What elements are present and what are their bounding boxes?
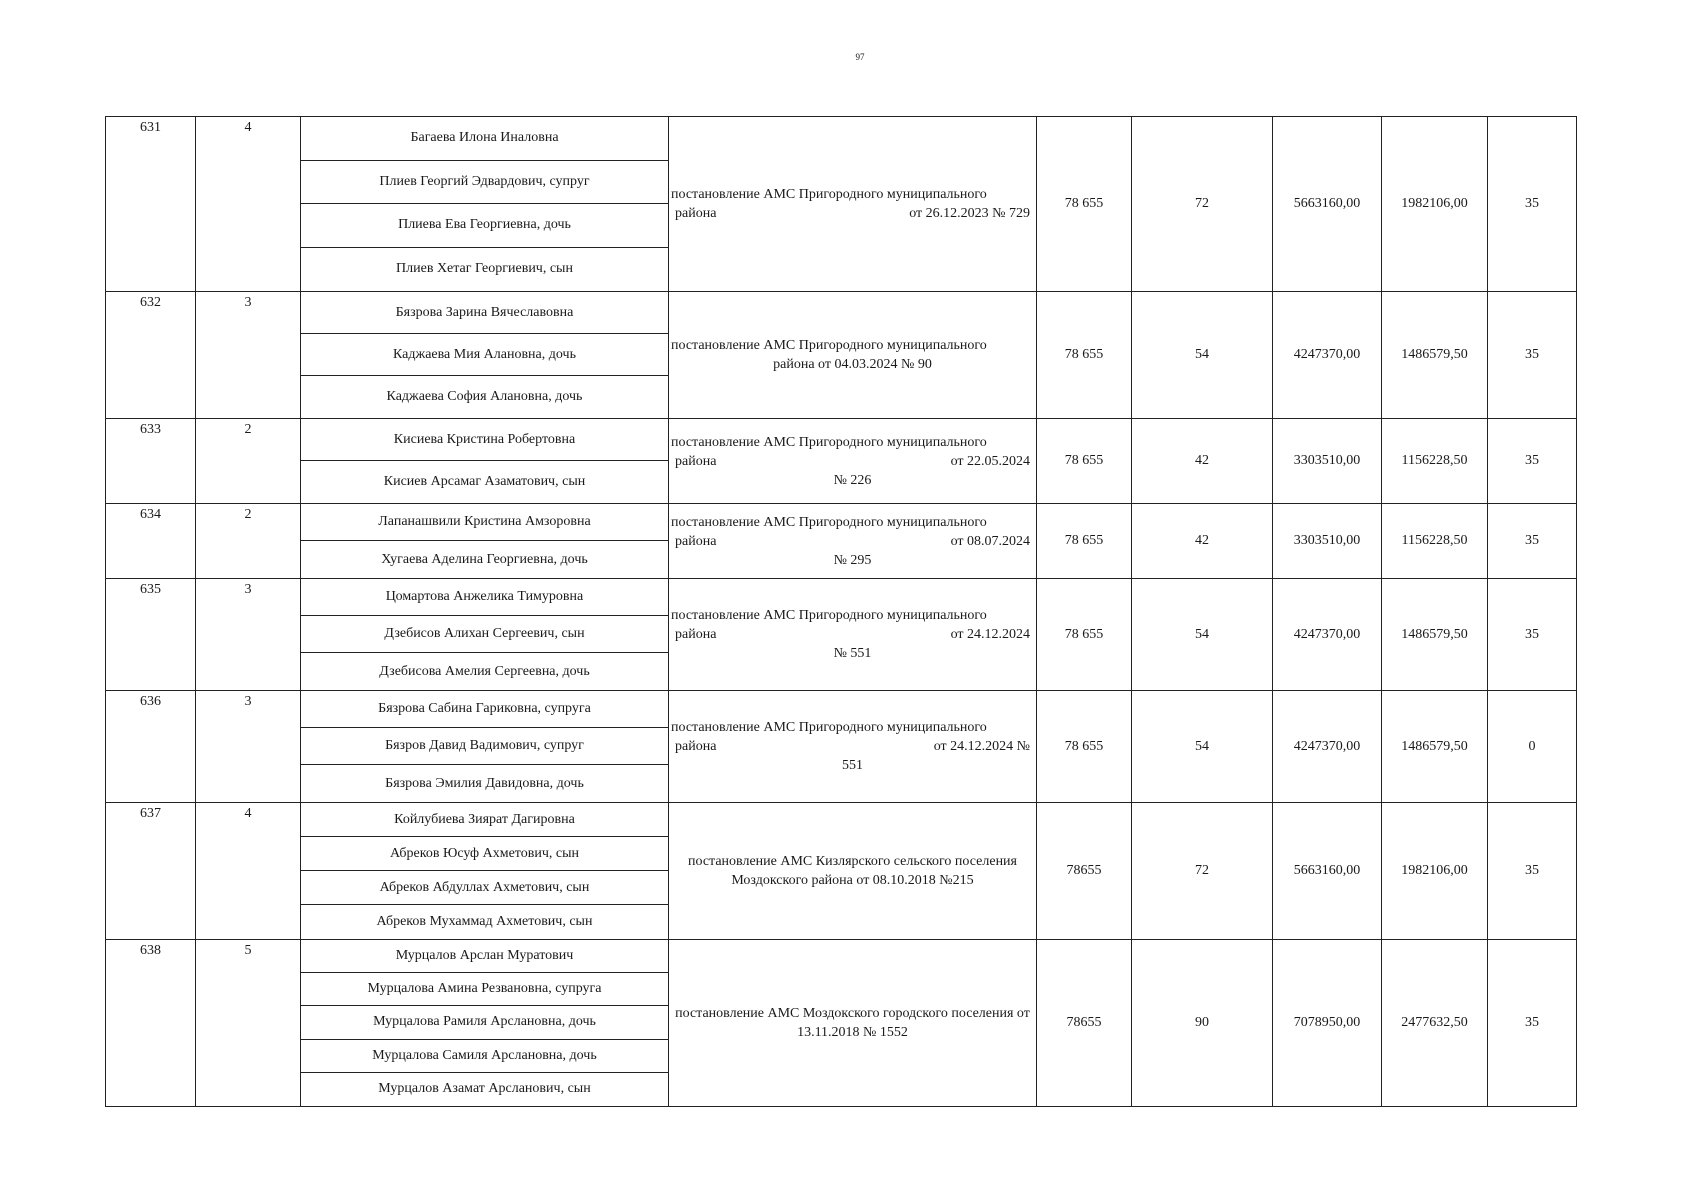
payment-cell: 1156228,50 xyxy=(1382,504,1488,579)
members-count-cell: 4 xyxy=(196,117,301,292)
sum-cell: 5663160,00 xyxy=(1273,117,1382,292)
payment-cell: 1982106,00 xyxy=(1382,117,1488,292)
decree-district: района xyxy=(675,533,717,549)
decree-cell xyxy=(669,940,1037,1107)
names-cell xyxy=(301,691,669,803)
names-cell xyxy=(301,940,669,1107)
family-member-name: Дзебисов Алихан Сергеевич, сын xyxy=(301,616,668,653)
family-member-name: Каджаева София Алановна, дочь xyxy=(386,389,583,404)
norm-cell: 78 655 xyxy=(1037,691,1132,803)
row-number-cell: 633 xyxy=(106,419,196,504)
norm-cell: 78 655 xyxy=(1037,292,1132,419)
decree-line: постановление АМС Пригородного муниципального xyxy=(671,720,987,735)
table-row xyxy=(106,803,1577,940)
area-cell: 90 xyxy=(1132,940,1273,1107)
decree-cell xyxy=(669,803,1037,940)
decree-line: № 295 xyxy=(833,552,872,568)
family-member-name: Цомартова Анжелика Тимуровна xyxy=(301,579,668,616)
table-row xyxy=(106,691,1577,803)
decree-split-line xyxy=(669,204,1036,223)
family-member-name: Мурцалова Рамиля Арслановна, дочь xyxy=(301,1006,668,1039)
percent-cell: 35 xyxy=(1488,419,1577,504)
family-member-name: Кисиев Арсамаг Азаматович, сын xyxy=(383,474,586,489)
percent-cell: 0 xyxy=(1488,691,1577,803)
norm-cell: 78 655 xyxy=(1037,117,1132,292)
decree-split-line xyxy=(669,452,1036,471)
sum-cell: 4247370,00 xyxy=(1273,691,1382,803)
norm-cell: 78655 xyxy=(1037,940,1132,1107)
members-count-cell: 3 xyxy=(196,691,301,803)
family-member-name: Бязрова Зарина Вячеславовна xyxy=(301,292,668,334)
row-number-cell: 635 xyxy=(106,579,196,691)
family-member-name: Койлубиева Зиярат Дагировна xyxy=(301,803,668,837)
norm-cell: 78 655 xyxy=(1037,419,1132,504)
payment-cell: 2477632,50 xyxy=(1382,940,1488,1107)
family-member-name: Багаева Илона Иналовна xyxy=(301,117,668,161)
sum-cell: 5663160,00 xyxy=(1273,803,1382,940)
names-cell xyxy=(301,803,669,940)
decree-date: от 24.12.2024 xyxy=(950,627,1030,642)
percent-cell: 35 xyxy=(1488,292,1577,419)
table-row xyxy=(106,579,1577,691)
payment-cell: 1486579,50 xyxy=(1382,292,1488,419)
decree-line: постановление АМС Пригородного муниципального xyxy=(671,608,987,623)
area-cell: 42 xyxy=(1132,419,1273,504)
area-cell: 72 xyxy=(1132,117,1273,292)
families-table xyxy=(105,116,1577,1107)
row-number-cell: 632 xyxy=(106,292,196,419)
decree-line: 551 xyxy=(842,758,863,773)
row-number-cell: 634 xyxy=(106,504,196,579)
decree-line: постановление АМС Кизлярского сельского поселения Моздокского района от 08.10.2018 №215 xyxy=(688,854,1017,888)
family-member-name: Каджаева Мия Алановна, дочь xyxy=(301,334,668,376)
decree-split-line xyxy=(669,737,1036,756)
family-member-name: Кисиева Кристина Робертовна xyxy=(301,419,668,461)
family-member-name: Мурцалова Самиля Арслановна, дочь xyxy=(301,1040,668,1073)
table-row xyxy=(106,419,1577,504)
norm-cell: 78655 xyxy=(1037,803,1132,940)
family-member-name: Абреков Абдуллах Ахметович, сын xyxy=(301,871,668,905)
sum-cell: 3303510,00 xyxy=(1273,419,1382,504)
decree-line: постановление АМС Пригородного муниципального xyxy=(671,338,987,353)
decree-cell xyxy=(669,292,1037,419)
family-member-name: Плиева Ева Георгиевна, дочь xyxy=(301,204,668,248)
decree-split-line xyxy=(669,532,1036,551)
table-body xyxy=(106,117,1577,1107)
family-member-name: Лапанашвили Кристина Амзоровна xyxy=(301,504,668,541)
payment-cell: 1982106,00 xyxy=(1382,803,1488,940)
payment-cell: 1486579,50 xyxy=(1382,691,1488,803)
family-member-name: Мурцалова Амина Резвановна, супруга xyxy=(301,973,668,1006)
decree-line: постановление АМС Моздокского городского поселения от 13.11.2018 № 1552 xyxy=(675,1006,1030,1040)
decree-line: № 551 xyxy=(833,646,872,661)
row-number-cell: 637 xyxy=(106,803,196,940)
percent-cell: 35 xyxy=(1488,940,1577,1107)
family-member-name: Бязрова Эмилия Давидовна, дочь xyxy=(385,775,584,791)
area-cell: 42 xyxy=(1132,504,1273,579)
decree-cell xyxy=(669,691,1037,803)
members-count-cell: 3 xyxy=(196,292,301,419)
members-count-cell: 3 xyxy=(196,579,301,691)
percent-cell: 35 xyxy=(1488,579,1577,691)
family-member-name: Плиев Георгий Эдвардович, супруг xyxy=(301,161,668,205)
payment-cell: 1156228,50 xyxy=(1382,419,1488,504)
members-count-cell: 2 xyxy=(196,504,301,579)
family-member-name: Бязров Давид Вадимович, супруг xyxy=(301,728,668,765)
area-cell: 54 xyxy=(1132,292,1273,419)
family-member-name: Мурцалов Арслан Муратович xyxy=(301,940,668,973)
decree-date: от 26.12.2023 № 729 xyxy=(909,206,1030,221)
norm-cell: 78 655 xyxy=(1037,504,1132,579)
names-cell xyxy=(301,504,669,579)
decree-cell xyxy=(669,419,1037,504)
decree-date: от 22.05.2024 xyxy=(950,453,1030,469)
decree-date: от 24.12.2024 № xyxy=(933,739,1030,754)
row-number-cell: 638 xyxy=(106,940,196,1107)
family-member-name: Бязрова Сабина Гариковна, супруга xyxy=(301,691,668,728)
sum-cell: 4247370,00 xyxy=(1273,579,1382,691)
area-cell: 54 xyxy=(1132,579,1273,691)
row-number-cell: 636 xyxy=(106,691,196,803)
decree-district: района xyxy=(675,453,717,469)
names-cell xyxy=(301,292,669,419)
percent-cell: 35 xyxy=(1488,117,1577,292)
decree-cell xyxy=(669,117,1037,292)
decree-line: района от 04.03.2024 № 90 xyxy=(773,357,932,372)
family-member-name: Хугаева Аделина Георгиевна, дочь xyxy=(381,551,588,567)
norm-cell: 78 655 xyxy=(1037,579,1132,691)
family-member-name: Плиев Хетаг Георгиевич, сын xyxy=(396,261,573,277)
family-member-name: Абреков Юсуф Ахметович, сын xyxy=(301,837,668,871)
decree-cell xyxy=(669,579,1037,691)
table-row xyxy=(106,940,1577,1107)
sum-cell: 3303510,00 xyxy=(1273,504,1382,579)
sum-cell: 4247370,00 xyxy=(1273,292,1382,419)
percent-cell: 35 xyxy=(1488,504,1577,579)
names-cell xyxy=(301,579,669,691)
table-row xyxy=(106,292,1577,419)
members-count-cell: 5 xyxy=(196,940,301,1107)
decree-district: района xyxy=(675,739,717,754)
area-cell: 72 xyxy=(1132,803,1273,940)
decree-split-line xyxy=(669,625,1036,644)
family-member-name: Дзебисова Амелия Сергеевна, дочь xyxy=(379,663,590,679)
percent-cell: 35 xyxy=(1488,803,1577,940)
table-row xyxy=(106,117,1577,292)
page-number: 97 xyxy=(855,52,865,62)
decree-district: района xyxy=(675,206,717,221)
payment-cell: 1486579,50 xyxy=(1382,579,1488,691)
decree-line: постановление АМС Пригородного муниципального xyxy=(671,514,987,530)
table-row xyxy=(106,504,1577,579)
members-count-cell: 4 xyxy=(196,803,301,940)
decree-district: района xyxy=(675,627,717,642)
family-member-name: Мурцалов Азамат Арсланович, сын xyxy=(378,1081,591,1097)
decree-cell xyxy=(669,504,1037,579)
row-number-cell: 631 xyxy=(106,117,196,292)
decree-date: от 08.07.2024 xyxy=(950,533,1030,549)
members-count-cell: 2 xyxy=(196,419,301,504)
names-cell xyxy=(301,117,669,292)
area-cell: 54 xyxy=(1132,691,1273,803)
decree-line: постановление АМС Пригородного муниципального xyxy=(671,434,987,450)
names-cell xyxy=(301,419,669,504)
sum-cell: 7078950,00 xyxy=(1273,940,1382,1107)
decree-line: постановление АМС Пригородного муниципального xyxy=(671,187,987,202)
family-member-name: Абреков Мухаммад Ахметович, сын xyxy=(376,914,593,929)
decree-line: № 226 xyxy=(833,472,872,488)
